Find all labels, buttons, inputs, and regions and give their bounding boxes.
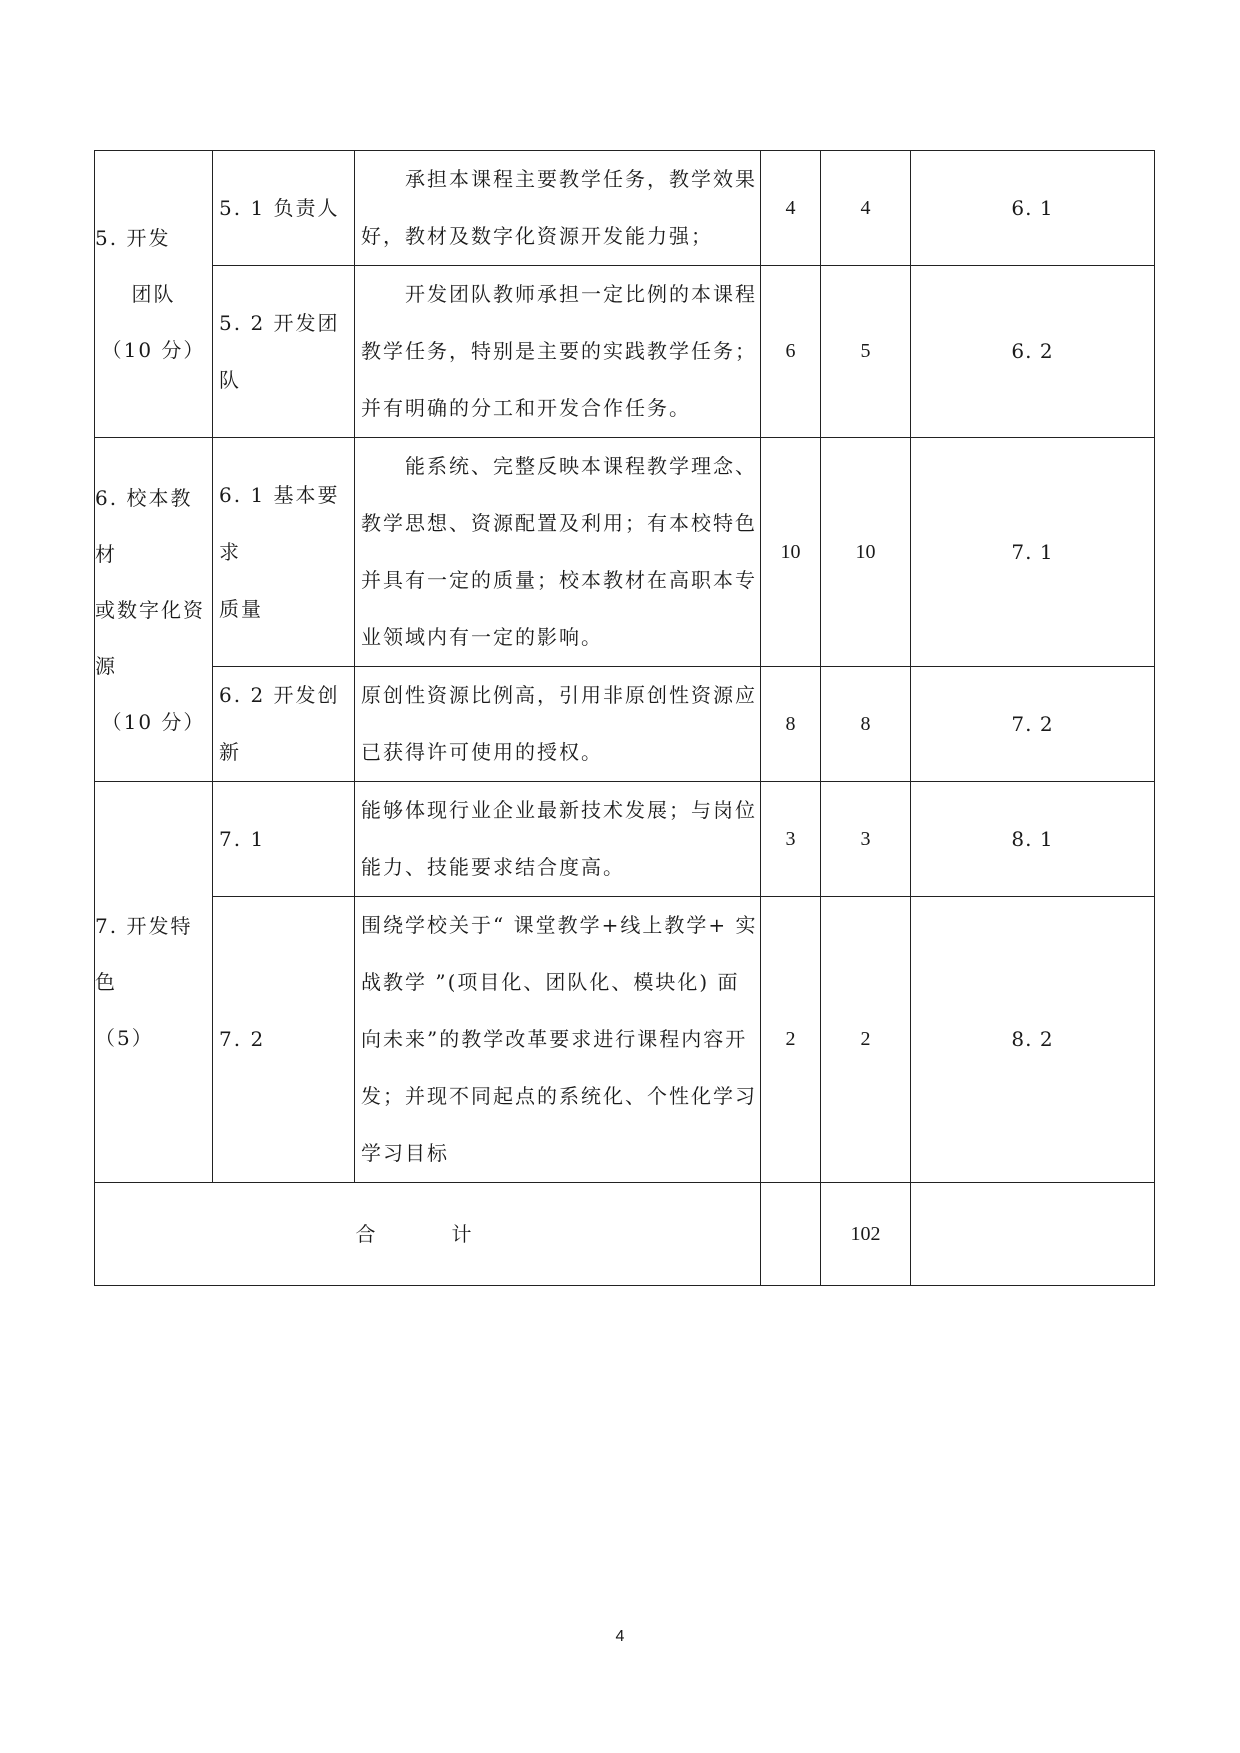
standard-cell xyxy=(355,667,761,782)
standard-text: 发；并现不同起点的系统化、个性化学习 xyxy=(361,1084,757,1108)
standard-text: 好，教材及数字化资源开发能力强； xyxy=(361,224,713,248)
standard-text: 战教学 ”(项目化、团队化、模块化) 面 xyxy=(361,970,740,994)
standard-text: 并有明确的分工和开发合作任务。 xyxy=(361,396,691,420)
category-cell xyxy=(95,151,213,438)
subitem-cell xyxy=(213,266,355,438)
category-label: 团队 xyxy=(131,282,176,306)
subitem-cell xyxy=(213,782,355,897)
total-label: 合 计 xyxy=(95,1183,761,1286)
standard-cell xyxy=(355,151,761,266)
evidence-index-cell: 7. 2 xyxy=(911,667,1155,782)
table-row xyxy=(95,438,1155,667)
standard-text: 教学任务，特别是主要的实践教学任务； xyxy=(361,339,757,363)
subitem-cell xyxy=(213,897,355,1183)
subitem-label: 6. 2 开发创新 xyxy=(219,683,340,764)
subitem-label: 7. 1 xyxy=(219,826,266,851)
total-score-cell: 102 xyxy=(821,1183,911,1286)
max-points-cell: 8 xyxy=(761,667,821,782)
table-row xyxy=(95,667,1155,782)
max-points-cell: 3 xyxy=(761,782,821,897)
score-cell: 10 xyxy=(821,438,911,667)
standard-text: 能系统、完整反映本课程教学理念、 xyxy=(361,454,757,478)
max-points-cell: 6 xyxy=(761,266,821,438)
standard-cell xyxy=(355,266,761,438)
score-table xyxy=(94,150,1155,1286)
standard-text: 能力、技能要求结合度高。 xyxy=(361,855,625,879)
standard-text: 能够体现行业企业最新技术发展；与岗位 xyxy=(361,798,757,822)
category-cell xyxy=(95,438,213,782)
subitem-label: 6. 1 基本要求 xyxy=(219,482,340,564)
standard-text: 承担本课程主要教学任务，教学效果 xyxy=(361,167,757,191)
table-row xyxy=(95,782,1155,897)
table-row xyxy=(95,266,1155,438)
subitem-cell xyxy=(213,438,355,667)
score-cell: 5 xyxy=(821,266,911,438)
category-points: （10 分） xyxy=(101,709,206,734)
standard-text: 已获得许可使用的授权。 xyxy=(361,740,603,764)
category-cell xyxy=(95,782,213,1183)
subitem-label: 质量 xyxy=(219,596,263,621)
total-row xyxy=(95,1183,1155,1286)
standard-text: 并具有一定的质量；校本教材在高职本专 xyxy=(361,568,757,592)
category-label: 5. 开发 xyxy=(95,226,171,250)
standard-text: 向未来”的教学改革要求进行课程内容开 xyxy=(361,1027,748,1051)
page-number: 4 xyxy=(615,1628,625,1645)
subitem-label: 5. 2 开发团队 xyxy=(219,310,340,392)
max-points-cell: 4 xyxy=(761,151,821,266)
total-index-cell xyxy=(911,1183,1155,1286)
table-row xyxy=(95,897,1155,1183)
subitem-label: 5. 1 负责人 xyxy=(219,195,340,220)
subitem-cell xyxy=(213,667,355,782)
standard-text: 业领域内有一定的影响。 xyxy=(361,625,603,649)
subitem-cell xyxy=(213,151,355,266)
category-label: 或数字化资 xyxy=(95,597,205,622)
max-points-cell: 10 xyxy=(761,438,821,667)
standard-text: 围绕学校关于“ 课堂教学+线上教学+ 实 xyxy=(361,913,758,937)
standard-cell xyxy=(355,782,761,897)
category-label: 6. 校本教材 xyxy=(95,485,193,566)
category-label: 源 xyxy=(95,653,117,678)
standard-text: 开发团队教师承担一定比例的本课程 xyxy=(361,282,757,306)
standard-text: 学习目标 xyxy=(361,1141,449,1165)
standard-text: 原创性资源比例高，引用非原创性资源应 xyxy=(361,683,757,707)
standard-cell xyxy=(355,897,761,1183)
evidence-index-cell: 8. 2 xyxy=(911,897,1155,1183)
score-cell: 3 xyxy=(821,782,911,897)
category-points: （10 分） xyxy=(101,338,206,362)
evidence-index-cell: 6. 1 xyxy=(911,151,1155,266)
score-cell: 4 xyxy=(821,151,911,266)
total-max-points-cell xyxy=(761,1183,821,1286)
standard-text: 教学思想、资源配置及利用；有本校特色 xyxy=(361,511,757,535)
evidence-index-cell: 8. 1 xyxy=(911,782,1155,897)
evidence-index-cell: 6. 2 xyxy=(911,266,1155,438)
category-points: （5） xyxy=(95,1026,154,1050)
table-row xyxy=(95,151,1155,266)
standard-cell xyxy=(355,438,761,667)
subitem-label: 7. 2 xyxy=(219,1027,266,1051)
score-cell: 2 xyxy=(821,897,911,1183)
category-label: 7. 开发特色 xyxy=(95,914,193,994)
evidence-index-cell: 7. 1 xyxy=(911,438,1155,667)
max-points-cell: 2 xyxy=(761,897,821,1183)
score-cell: 8 xyxy=(821,667,911,782)
